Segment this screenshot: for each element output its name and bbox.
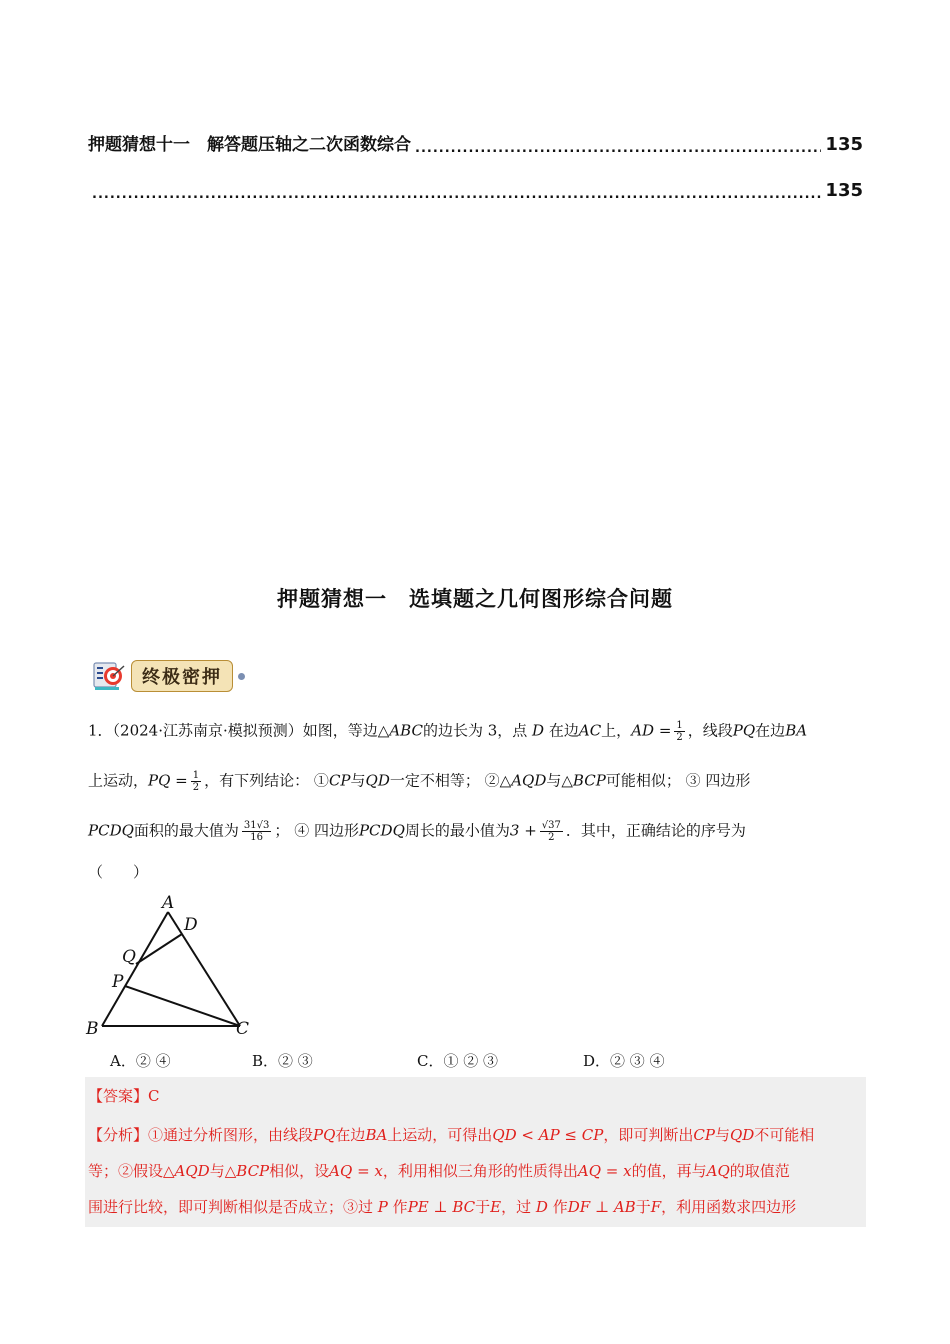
question-line-2: 上运动，PQ = $\frac{1}{2}$ ，有下列结论： ①CP与QD一定不相等； ②△AQD与△BCP可能相似； ③ 四边形	[88, 770, 751, 793]
fraction-half: $\frac{1}{2}$	[192, 770, 200, 793]
toc-page-number: 135	[825, 134, 863, 155]
label-d: D	[184, 915, 198, 935]
fraction-half: $\frac{1}{2}$	[676, 720, 683, 743]
answer-line	[88, 1086, 864, 1106]
option-c[interactable]: C．① ② ③	[417, 1052, 499, 1070]
fraction-perimeter: $\frac{√37}{2}$	[541, 820, 561, 843]
side-ab	[102, 912, 168, 1026]
label-p: P	[112, 972, 124, 992]
target-icon	[93, 660, 127, 692]
answer-value: C	[148, 1087, 160, 1105]
segment-qd	[136, 934, 182, 964]
toc-line-2[interactable]	[88, 180, 863, 201]
question-line-3: PCDQ面积的最大值为 $\frac{31√3}{16}$ ； ④ 四边形PCDQ周长的最小值为3 + $\frac{√37}{2}$ ．其中，正确结论的序号为	[88, 820, 746, 843]
badge-dot	[238, 673, 245, 680]
toc-line-1[interactable]	[88, 130, 863, 155]
option-a[interactable]: A．② ④	[110, 1052, 171, 1070]
section-badge	[93, 660, 245, 692]
option-d[interactable]: D．② ③ ④	[583, 1052, 665, 1070]
segment-pc	[125, 986, 240, 1026]
analysis-tag: 【分析】	[88, 1126, 149, 1144]
toc-title: 押题猜想十一 解答题压轴之二次函数综合	[88, 135, 411, 155]
analysis-line-2: 等；②假设△AQD与△BCP相似，设AQ = x，利用相似三角形的性质得出AQ = x的值，再与AQ的取值范	[88, 1162, 790, 1180]
side-ca	[168, 912, 240, 1026]
toc-page-number: 135	[825, 180, 863, 201]
analysis-line-3: 围进行比较，即可判断相似是否成立；③过 P 作PE ⊥ BC于E，过 D 作DF ⊥ AB于F，利用函数求四边形	[88, 1198, 797, 1216]
triangle-figure	[80, 890, 270, 1040]
analysis-line-1: 【分析】①通过分析图形，由线段PQ在边BA上运动，可得出QD < AP ≤ CP，即可判断出CP与QD不可能相	[88, 1126, 815, 1144]
badge-label: 终极密押	[131, 660, 233, 692]
section-title: 押题猜想一 选填题之几何图形综合问题	[277, 587, 673, 611]
toc-leader-dots	[92, 188, 821, 201]
label-q: Q	[122, 947, 136, 967]
label-b: B	[86, 1019, 99, 1039]
answer-tag: 【答案】	[88, 1087, 149, 1105]
label-a: A	[162, 893, 175, 913]
label-c: C	[236, 1019, 250, 1039]
answer-paren: （ ）	[88, 863, 149, 881]
question-line-1: 1．（2024·江苏南京·模拟预测）如图，等边△ABC的边长为 3，点 D 在边AC上，AD = $\frac{1}{2}$ ，线段PQ在边BA	[88, 720, 808, 743]
option-b[interactable]: B．② ③	[252, 1052, 313, 1070]
fraction-area: $\frac{31√3}{16}$	[243, 820, 270, 843]
toc-leader-dots	[415, 142, 821, 155]
